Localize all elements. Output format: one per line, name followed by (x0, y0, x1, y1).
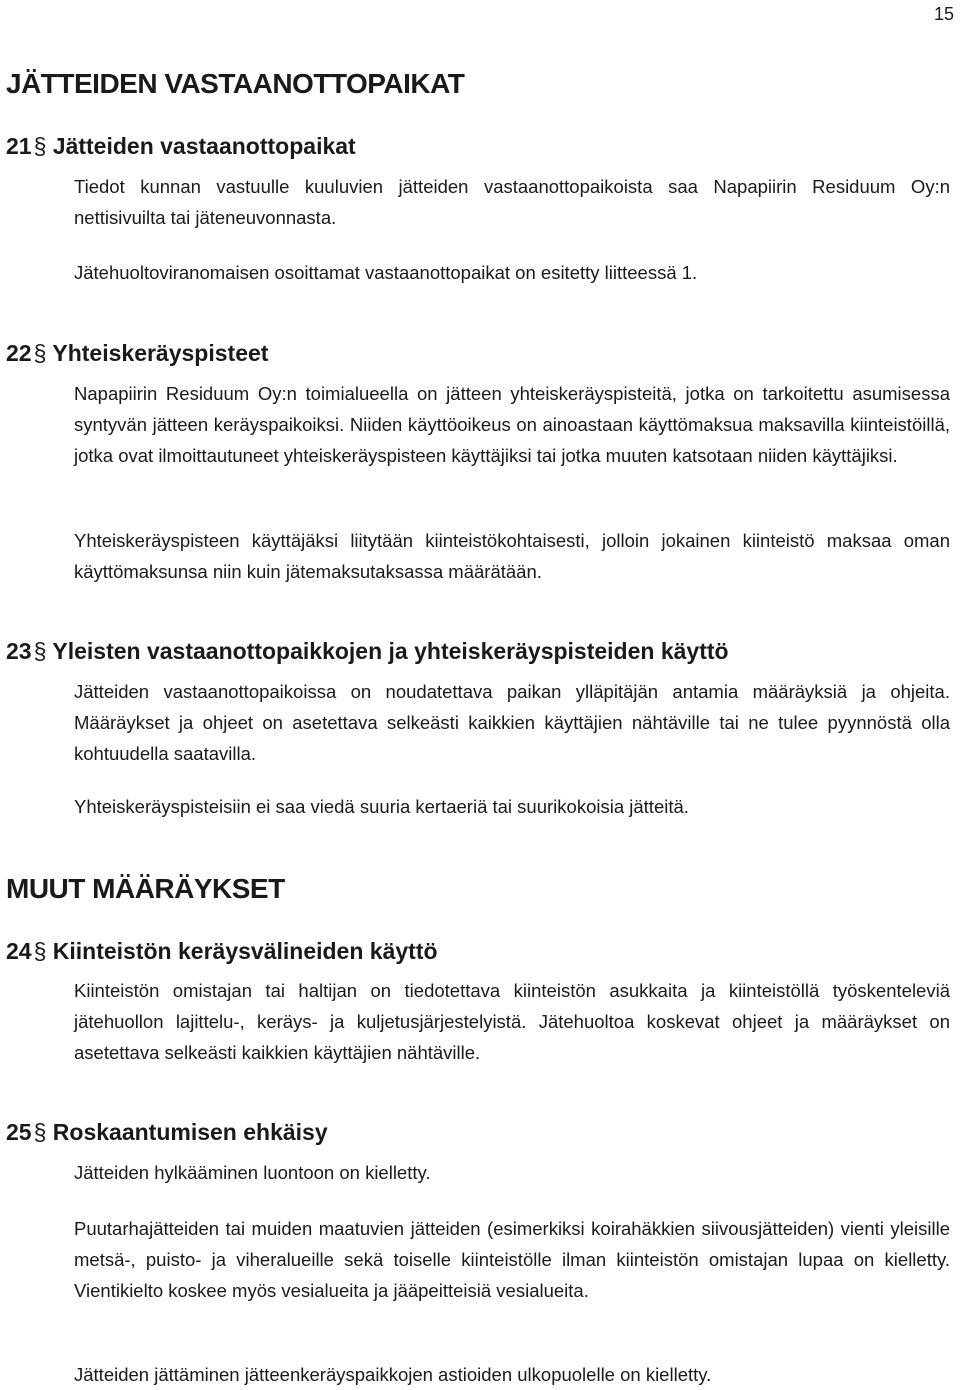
section-24-paragraph-1: Kiinteistön omistajan tai haltijan on tiedotettava kiinteistön asukkaita ja kiinteistöllä työskenteleviä jätehuollon lajittelu-, keräys- ja kuljetusjärjestelyistä. Jätehuoltoa koskevat ohjeet ja määräykset on asetettava selkeästi kaikkien käyttäjien nähtäville. (74, 980, 950, 1063)
chapter-heading-other-regulations: MUUT MÄÄRÄYKSET (6, 873, 285, 904)
section-title: Jätteiden vastaanottopaikat (52, 133, 356, 159)
section-25-paragraph-2: Puutarhajätteiden tai muiden maatuvien jätteiden (esimerkiksi koirahäkkien siivousjätteiden) vienti yleisille metsä-, puisto- ja viheralueille sekä toiselle kiinteistölle ilman kiinteistön omistajan lupaa on kielletty. Vientikielto koskee myös vesialueita ja jääpeitteisiä vesialueita. (74, 1218, 950, 1301)
section-24-heading (6, 938, 438, 965)
chapter-heading-waste-reception: JÄTTEIDEN VASTAANOTTOPAIKAT (6, 68, 465, 99)
section-25-paragraph-1: Jätteiden hylkääminen luontoon on kielletty. (74, 1162, 431, 1183)
section-title: Yhteiskeräyspisteet (52, 340, 269, 366)
section-symbol: § (33, 133, 47, 159)
section-25-paragraph-3: Jätteiden jättäminen jätteenkeräyspaikkojen astioiden ulkopuolelle on kielletty. (74, 1364, 712, 1385)
section-number: 22 (6, 340, 32, 366)
section-23-paragraph-1: Jätteiden vastaanottopaikoissa on noudatettava paikan ylläpitäjän antamia määräyksiä ja ohjeita. Määräykset ja ohjeet on asetettava selkeästi kaikkien käyttäjien nähtäville tai ne tulee pyynnöstä olla kohtuudella saatavilla. (74, 681, 950, 764)
section-25-heading (6, 1119, 328, 1146)
section-symbol: § (33, 340, 47, 366)
section-21-paragraph-1: Tiedot kunnan vastuulle kuuluvien jätteiden vastaanottopaikoista saa Napapiirin Residuum Oy:n nettisivuilta tai jäteneuvonnasta. (74, 176, 950, 228)
section-23-paragraph-2: Yhteiskeräyspisteisiin ei saa viedä suuria kertaeriä tai suurikokoisia jätteitä. (74, 796, 689, 817)
section-21-heading (6, 133, 356, 160)
section-title: Kiinteistön keräysvälineiden käyttö (52, 938, 438, 964)
section-title: Yleisten vastaanottopaikkojen ja yhteiskeräyspisteiden käyttö (52, 638, 729, 664)
section-22-paragraph-1: Napapiirin Residuum Oy:n toimialueella on jätteen yhteiskeräyspisteitä, jotka on tarkoitettu asumisessa syntyvän jätteen keräyspaikoiksi. Niiden käyttöoikeus on ainoastaan käyttömaksua maksavilla kiinteistöillä, jotka ovat ilmoittautuneet yhteiskeräyspisteen käyttäjiksi tai jotka muuten katsotaan niiden käyttäjiksi. (74, 383, 950, 466)
section-number: 23 (6, 638, 32, 664)
section-23-heading (6, 638, 729, 665)
section-22-paragraph-2: Yhteiskeräyspisteen käyttäjäksi liitytään kiinteistökohtaisesti, jolloin jokainen kiinteistö maksaa oman käyttömaksunsa niin kuin jätemaksutaksassa määrätään. (74, 530, 950, 582)
section-symbol: § (33, 1119, 47, 1145)
section-number: 21 (6, 133, 32, 159)
section-number: 25 (6, 1119, 32, 1145)
section-title: Roskaantumisen ehkäisy (52, 1119, 328, 1145)
section-number: 24 (6, 938, 32, 964)
section-22-heading (6, 340, 268, 367)
page-number: 15 (933, 4, 954, 24)
section-symbol: § (33, 638, 47, 664)
section-symbol: § (33, 938, 47, 964)
section-21-paragraph-2: Jätehuoltoviranomaisen osoittamat vastaanottopaikat on esitetty liitteessä 1. (74, 262, 698, 283)
